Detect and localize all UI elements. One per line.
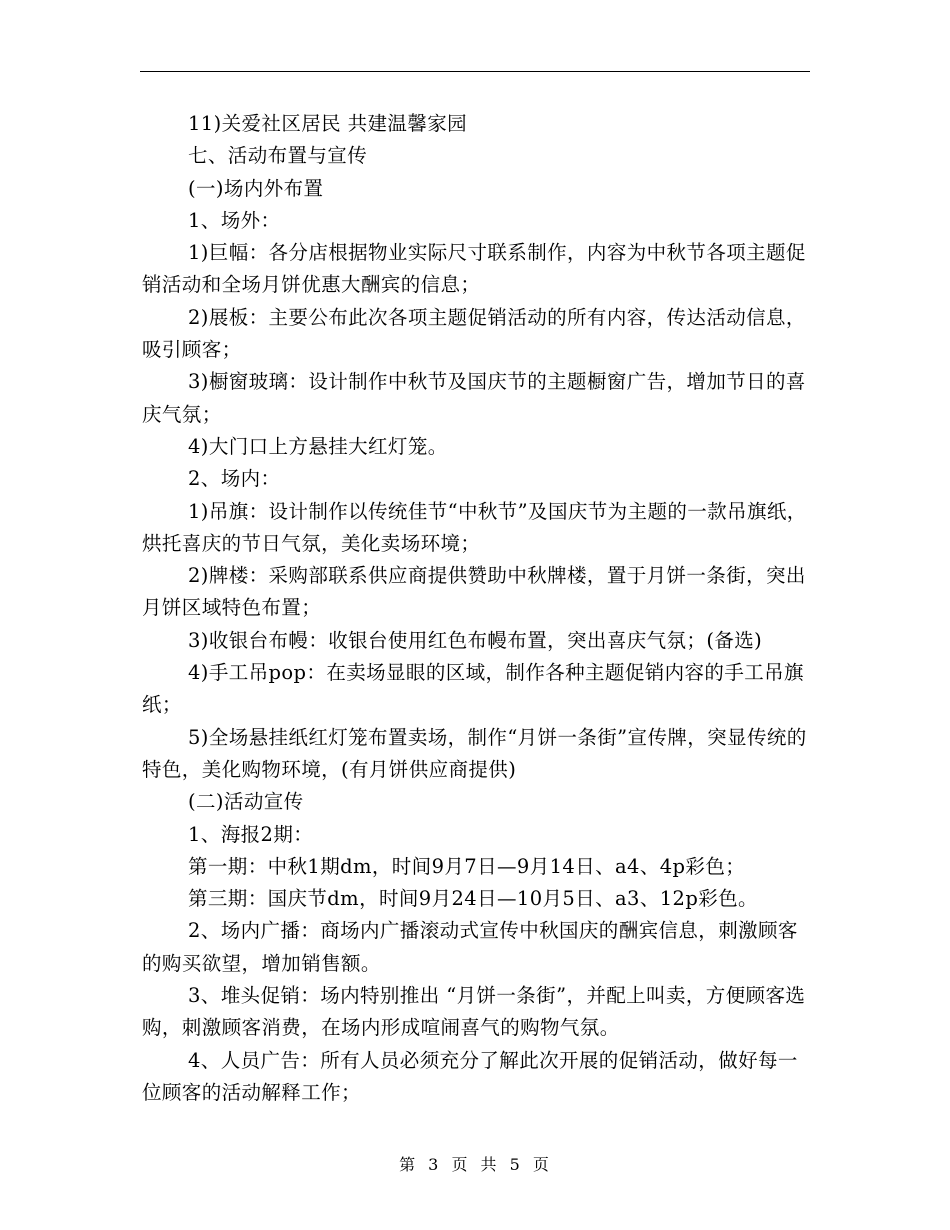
paragraph: 4)大门口上方悬挂大红灯笼。 (188, 434, 448, 458)
paragraph: 1)吊旗：设计制作以传统佳节“中秋节”及国庆节为主题的一款吊旗纸，烘托喜庆的节日气氛，美化卖场环境； (142, 499, 807, 555)
subsection-heading: (一)场内外布置 (188, 176, 324, 200)
paragraph: 3)橱窗玻璃：设计制作中秋节及国庆节的主题橱窗广告，增加节日的喜庆气氛； (142, 370, 806, 426)
paragraph: 3)收银台布幔：收银台使用红色布幔布置，突出喜庆气氛；(备选) (188, 628, 763, 652)
subsection-heading: (二)活动宣传 (188, 790, 304, 814)
paragraph: 4)手工吊pop：在卖场显眼的区域，制作各种主题促销内容的手工吊旗纸； (142, 661, 804, 717)
paragraph: 1)巨幅：各分店根据物业实际尺寸联系制作，内容为中秋节各项主题促销活动和全场月饼优惠大酬宾的信息； (142, 241, 806, 297)
paragraph: 1、海报2期： (188, 822, 314, 846)
paragraph: 2、场内广播：商场内广播滚动式宣传中秋国庆的酬宾信息，刺激顾客的购买欲望，增加销售额。 (142, 919, 798, 975)
page-footer: 第 3 页 共 5 页 (399, 1155, 551, 1174)
paragraph: 1、场外： (188, 208, 281, 232)
document-body (142, 108, 810, 1109)
paragraph: 11)关爱社区居民 共建温馨家园 (188, 112, 468, 135)
paragraph: 2)展板：主要公布此次各项主题促销活动的所有内容，传达活动信息，吸引顾客； (142, 305, 806, 362)
paragraph: 第一期：中秋1期dm，时间9月7日—9月14日、a4、4p彩色； (188, 854, 746, 878)
paragraph: 2、场内： (188, 467, 281, 491)
paragraph: 3、堆头促销：场内特别推出 “月饼一条街”，并配上叫卖，方便顾客选购，刺激顾客消费，在场内形成喧闹喜气的购物气氛。 (142, 984, 806, 1040)
paragraph: 2)牌楼：采购部联系供应商提供赞助中秋牌楼，置于月饼一条街，突出月饼区域特色布置； (142, 564, 806, 620)
paragraph: 5)全场悬挂纸红灯笼布置卖场，制作“月饼一条街”宣传牌，突显传统的特色，美化购物环境，(有月饼供应商提供) (142, 725, 807, 781)
header-rule (140, 71, 810, 72)
paragraph: 第三期：国庆节dm，时间9月24日—10月5日、a3、12p彩色。 (188, 887, 758, 911)
section-heading: 七、活动布置与宣传 (188, 144, 368, 168)
paragraph: 4、人员广告：所有人员必须充分了解此次开展的促销活动，做好每一位顾客的活动解释工作； (142, 1048, 798, 1104)
